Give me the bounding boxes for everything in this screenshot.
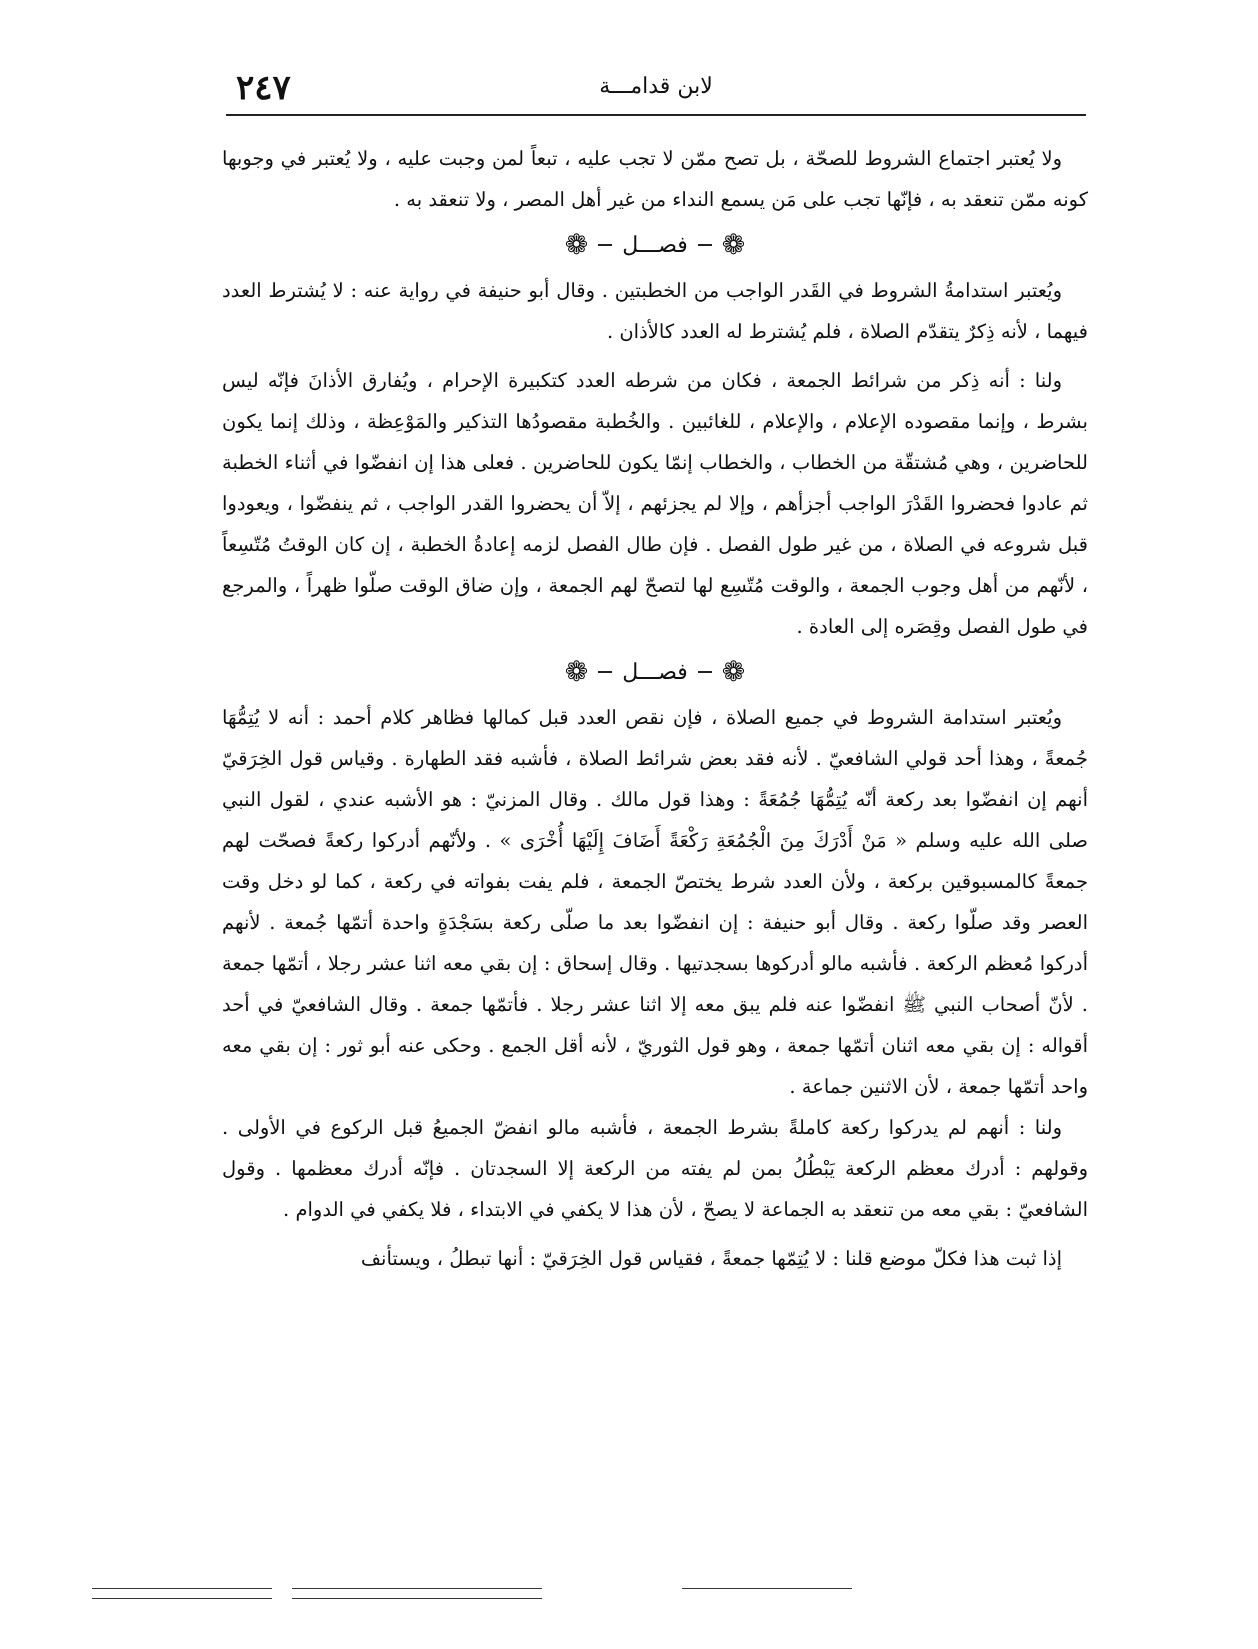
footnote-rule [92,1598,272,1599]
page-number: ٢٤٧ [236,68,291,108]
ornament-icon: ❁ [721,228,746,261]
divider-dash [698,244,712,246]
divider-dash [698,671,712,673]
section-title: فصـــل [622,659,688,685]
section-divider [222,647,1088,697]
section-title: فصـــل [622,232,688,258]
paragraph: ولنا : أنه ذِكر من شرائط الجمعة ، فكان من شرطه العدد كتكبيرة الإحرام ، ويُفارق الأذانَ فإنّه ليس بشرط ، وإنما مقصوده الإعلام ، والإعلام ، للغائبين . والخُطبة مقصودُها التذكير والمَوْعِظة ، وذلك إنما يكون للحاضرين ، وهي مُشتقّة من الخطاب ، والخطاب إنمّا يكون للحاضرين . فعلى هذا إن انفضّوا في أثناء الخطبة ثم عادوا فحضروا القَدْرَ الواجب أجزأهم ، وإلا لم يجزئهم ، إلاّ أن يحضروا القدر الواجب ، ثم ينفضّوا ، ويعودوا قبل شروعه في الصلاة ، من غير طول الفصل . فإن طال الفصل لزمه إعادةُ الخطبة ، إن كان الوقتُ مُتّسِعاً ، لأنّهم من أهل وجوب الجمعة ، والوقت مُتّسِع لها لتصحّ لهم الجمعة ، وإن ضاق الوقت صلّوا ظهراً ، والمرجع في طول الفصل وقِصَره إلى العادة . [222,369,1088,638]
footnote-rule [292,1588,542,1589]
running-title: لابن قدامـــة [599,74,713,99]
paragraph: ويُعتبر استدامة الشروط في جميع الصلاة ، فإن نقص العدد قبل كمالها فظاهر كلام أحمد : أنه لا يُتِمُّهَا جُمعةً ، وهذا أحد قولي الشافعيّ . لأنه فقد بعض شرائط الصلاة ، فأشبه فقد الطهارة . وقياس قول الخِرَقيّ أنهم إن انفضّوا بعد ركعة أنّه يُتِمُّهَا جُمُعَةً : وهذا قول مالك . وقال المزنيّ : هو الأشبه عندي ، لقول النبي صلى الله عليه وسلم « مَنْ أَدْرَكَ مِنَ الْجُمُعَةِ رَكْعَةً أَضَافَ إِلَيْهَا أُخْرَى » . ولأنّهم أدركوا ركعةً فصحّت لهم جمعةً كالمسبوقين بركعة ، ولأن العدد شرط يختصّ الجمعة ، فلم يفت بفواته في ركعة ، كما لو دخل وقت العصر وقد صلّوا ركعة . وقال أبو حنيفة : إن انفضّوا بعد ما صلّى ركعة بسَجْدَةٍ واحدة أتمّها جُمعة . لأنهم أدركوا مُعظم الركعة . فأشبه مالو أدركوها بسجدتيها . وقال إسحاق : إن بقي معه اثنا عشر رجلا ، أتمّها جمعة . لأنّ أصحاب النبي ﷺ انفضّوا عنه فلم يبق معه إلا اثنا عشر رجلا . فأتمّها جمعة . وقال الشافعيّ في أحد أقواله : إن بقي معه اثنان أتمّها جمعة ، وهو قول الثوريّ ، لأنه أقل الجمع . وحكى عنه أبو ثور : إن بقي معه واحد أتمّها جمعة ، لأن الاثنين جماعة . [222,706,1088,1098]
divider-dash [598,671,612,673]
paragraph: إذا ثبت هذا فكلّ موضع قلنا : لا يُتِمّها جمعةً ، فقياس قول الخِرَقيّ : أنها تبطلُ ، ويستأنف [360,1247,1062,1270]
paragraph: ولنا : أنهم لم يدركوا ركعة كاملةً بشرط الجمعة ، فأشبه مالو انفضّ الجميعُ قبل الركوع في الأولى . وقولهم : أدرك معظم الركعة يَبْطُلُ بمن لم يفته من الركعة إلا السجدتان . فإنّه أدرك معظمها . وقول الشافعيّ : بقي معه من تنعقد به الجماعة لا يصحّ ، لأن هذا لا يكفي في الابتداء ، فلا يكفي في الدوام . [222,1116,1088,1221]
page-body [222,138,1088,1279]
footnote-area [92,1588,1092,1608]
footnote-rule [292,1598,542,1599]
footnote-rule [92,1588,272,1589]
header-rule [226,114,1086,116]
section-divider [222,220,1088,270]
paragraph: ولا يُعتبر اجتماع الشروط للصحّة ، بل تصح ممّن لا تجب عليه ، تبعاً لمن وجبت عليه ، ولا يُعتبر في وجوبها كونه ممّن تنعقد به ، فإنّها تجب على مَن يسمع النداء من غير أهل المصر ، ولا تنعقد به . [222,147,1088,211]
ornament-icon: ❁ [721,655,746,688]
footnote-rule [682,1588,852,1589]
ornament-icon: ❁ [564,655,589,688]
ornament-icon: ❁ [564,228,589,261]
divider-dash [598,244,612,246]
paragraph: ويُعتبر استدامةُ الشروط في القَدر الواجب من الخطبتين . وقال أبو حنيفة في رواية عنه : لا يُشترط العدد فيهما ، لأنه ذِكرٌ يتقدّم الصلاة ، فلم يُشترط له العدد كالأذان . [222,279,1088,343]
page-header [226,68,1086,120]
